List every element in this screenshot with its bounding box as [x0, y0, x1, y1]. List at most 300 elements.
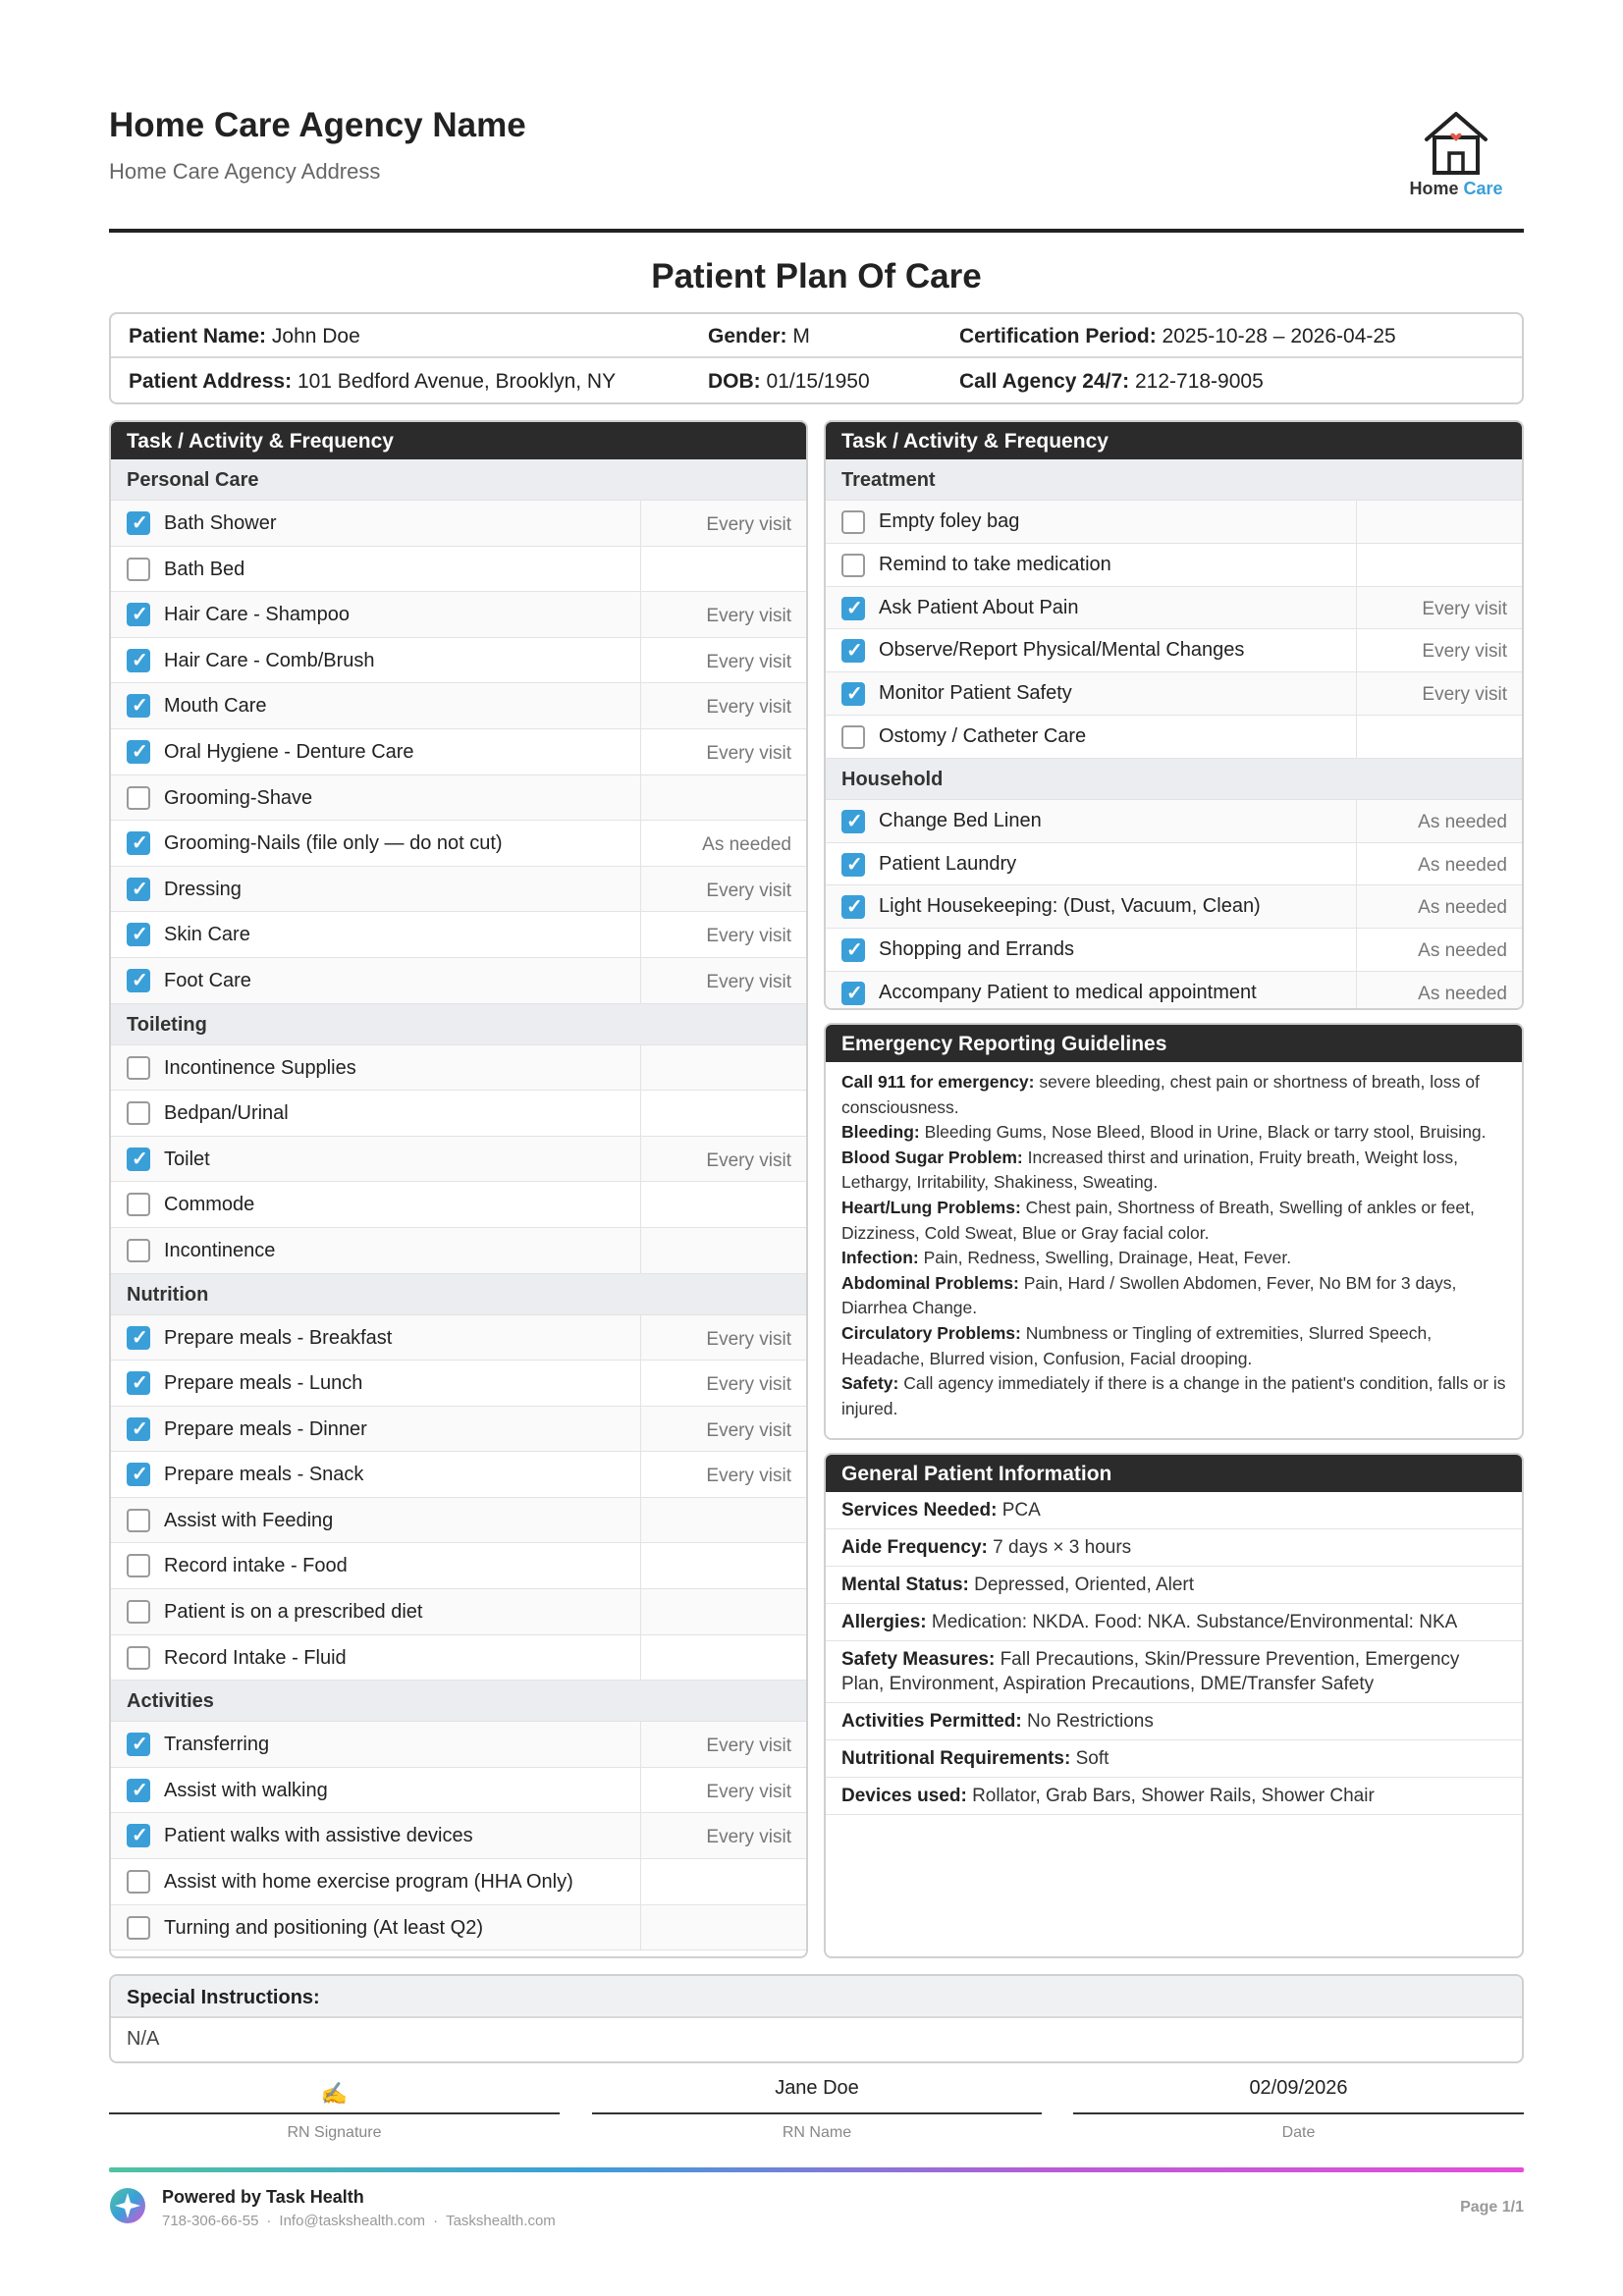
task-frequency: Every visit: [1422, 684, 1507, 706]
agency-phone: Call Agency 24/7: 212-718-9005: [959, 370, 1264, 393]
item-text: Pain, Redness, Swelling, Drainage, Heat, Fever.: [918, 1248, 1292, 1268]
rn-name-label: RN Name: [782, 2124, 852, 2141]
frequency-cell: [640, 1137, 806, 1182]
item-label: Safety Measures:: [841, 1649, 996, 1670]
frequency-cell: [1356, 501, 1522, 543]
task-row: [111, 547, 806, 593]
item-text: Pain, Hard / Swollen Abdomen, Fever, No BM for 3 days, Diarrhea Change.: [841, 1272, 1457, 1318]
task-row: [111, 1407, 806, 1453]
special-instructions-box: [109, 1974, 1524, 2063]
checkbox-checked[interactable]: [127, 1779, 150, 1802]
patient-gender: Gender: M: [708, 325, 810, 347]
task-frequency: Every visit: [706, 971, 791, 992]
task-row: [826, 629, 1522, 672]
frequency-cell: [640, 729, 806, 774]
task-label: Light Housekeeping: (Dust, Vacuum, Clean): [879, 895, 1261, 918]
task-label: Patient is on a prescribed diet: [164, 1601, 423, 1624]
footer-email[interactable]: Info@taskshealth.com: [279, 2213, 426, 2229]
checkbox-unchecked[interactable]: [127, 786, 150, 810]
panel-title: General Patient Information: [826, 1455, 1522, 1492]
task-row: [826, 929, 1522, 972]
patient-name: Patient Name: John Doe: [129, 325, 360, 347]
task-row: [826, 800, 1522, 843]
task-frequency: Every visit: [706, 1781, 791, 1802]
task-frequency: As needed: [702, 834, 791, 856]
guideline-item: [841, 1246, 1506, 1271]
frequency-cell: [640, 501, 806, 546]
item-label: Allergies:: [841, 1612, 927, 1632]
checkbox-checked[interactable]: [127, 1148, 150, 1171]
task-label: Monitor Patient Safety: [879, 682, 1072, 705]
frequency-cell: [640, 775, 806, 821]
checkbox-unchecked[interactable]: [841, 510, 865, 534]
special-instructions-text: N/A: [127, 2028, 160, 2050]
frequency-cell: [640, 1905, 806, 1950]
patient-info-row-1: [111, 314, 1522, 358]
section-header: Treatment: [826, 459, 1522, 501]
emergency-guidelines-body: [826, 1062, 1522, 1429]
checkbox-unchecked[interactable]: [127, 1600, 150, 1624]
task-label: Mouth Care: [164, 695, 267, 718]
task-row: [826, 843, 1522, 886]
frequency-cell: [640, 547, 806, 592]
section-header: Household: [826, 759, 1522, 800]
guideline-item: [841, 1271, 1506, 1321]
frequency-cell: [1356, 629, 1522, 671]
frequency-cell: [1356, 885, 1522, 928]
task-panel-left: [109, 420, 808, 1958]
checkbox-unchecked[interactable]: [127, 1870, 150, 1894]
guideline-item: [841, 1146, 1506, 1196]
task-label: Empty foley bag: [879, 510, 1020, 532]
item-text: Increased thirst and urination, Fruity breath, Weight loss, Lethargy, Irritability, Shakiness, Sweating.: [841, 1147, 1458, 1193]
task-label: Shopping and Errands: [879, 938, 1075, 961]
item-text: Numbness or Tingling of extremities, Slurred Speech, Headache, Blurred vision, Confusion, Facial drooping.: [841, 1322, 1433, 1368]
task-frequency: Every visit: [706, 926, 791, 947]
info-item: [826, 1740, 1522, 1778]
task-label: Ask Patient About Pain: [879, 596, 1079, 618]
frequency-cell: [1356, 544, 1522, 586]
task-label: Remind to take medication: [879, 553, 1111, 575]
patient-info-row-2: [111, 359, 1522, 403]
task-row: [826, 972, 1522, 1010]
panel-title: Task / Activity & Frequency: [111, 422, 806, 459]
frequency-cell: [640, 1722, 806, 1767]
frequency-cell: [640, 1768, 806, 1813]
checkbox-checked[interactable]: [127, 969, 150, 992]
task-frequency: As needed: [1418, 854, 1507, 876]
task-label: Assist with home exercise program (HHA Only): [164, 1871, 573, 1894]
guideline-item: [841, 1070, 1506, 1120]
task-label: Hair Care - Shampoo: [164, 604, 350, 626]
frequency-cell: [640, 1498, 806, 1543]
frequency-cell: [640, 1635, 806, 1681]
task-row: [111, 1361, 806, 1407]
task-label: Prepare meals - Dinner: [164, 1417, 367, 1440]
frequency-cell: [640, 683, 806, 728]
frequency-cell: [640, 1228, 806, 1273]
item-label: Blood Sugar Problem:: [841, 1147, 1023, 1167]
frequency-cell: [640, 912, 806, 957]
agency-name: Home Care Agency Name: [109, 106, 526, 144]
certification-period: Certification Period: 2025-10-28 – 2026-04-25: [959, 325, 1396, 347]
item-text: Rollator, Grab Bars, Shower Rails, Shower Chair: [966, 1786, 1375, 1806]
section-header: Personal Care: [111, 459, 806, 501]
rn-signature-label: RN Signature: [287, 2124, 382, 2141]
task-frequency: Every visit: [706, 1827, 791, 1848]
task-label: Dressing: [164, 878, 242, 900]
task-frequency: Every visit: [1422, 598, 1507, 619]
frequency-cell: [640, 1589, 806, 1634]
task-row: [111, 501, 806, 547]
frequency-cell: [640, 1091, 806, 1136]
item-label: Activities Permitted:: [841, 1711, 1022, 1732]
panel-title: Task / Activity & Frequency: [826, 422, 1522, 459]
document-title: Patient Plan Of Care: [651, 257, 982, 295]
guideline-item: [841, 1321, 1506, 1371]
task-list: [111, 1315, 806, 1682]
frequency-cell: [640, 1859, 806, 1904]
info-item: [826, 1703, 1522, 1740]
task-row: [826, 544, 1522, 587]
item-text: Bleeding Gums, Nose Bleed, Blood in Urine, Black or tarry stool, Bruising.: [919, 1122, 1487, 1143]
task-row: [111, 1182, 806, 1228]
rn-name: Jane Doe: [775, 2077, 859, 2099]
frequency-cell: [640, 958, 806, 1003]
item-text: 7 days × 3 hours: [987, 1537, 1132, 1558]
item-text: No Restrictions: [1021, 1711, 1154, 1732]
powered-by: Powered by Task Health: [162, 2187, 364, 2207]
task-panel-right: [824, 420, 1524, 1010]
section-header: Toileting: [111, 1004, 806, 1045]
checkbox-unchecked[interactable]: [127, 1239, 150, 1262]
item-text: Soft: [1070, 1748, 1109, 1769]
item-text: PCA: [997, 1500, 1041, 1521]
frequency-cell: [640, 1315, 806, 1361]
task-label: Patient Laundry: [879, 852, 1017, 875]
logo-word-home: Home: [1409, 179, 1459, 198]
frequency-cell: [640, 1543, 806, 1588]
footer-divider: [109, 2167, 1524, 2172]
special-instructions-title: Special Instructions:: [111, 1976, 1522, 2018]
checkbox-unchecked[interactable]: [127, 1646, 150, 1670]
task-label: Grooming-Shave: [164, 786, 313, 809]
task-row: [111, 592, 806, 638]
checkbox-unchecked[interactable]: [127, 1916, 150, 1940]
item-label: Devices used:: [841, 1786, 967, 1806]
task-row: [111, 1635, 806, 1682]
logo-word-care: Care: [1463, 179, 1503, 198]
emergency-guidelines-panel: [824, 1023, 1524, 1440]
checkbox-checked[interactable]: [127, 1371, 150, 1395]
checkbox-unchecked[interactable]: [127, 1509, 150, 1532]
task-row: [111, 1589, 806, 1635]
task-row: [111, 1452, 806, 1498]
checkbox-unchecked[interactable]: [841, 725, 865, 749]
task-label: Foot Care: [164, 969, 251, 991]
task-frequency: Every visit: [706, 1735, 791, 1757]
task-row: [111, 683, 806, 729]
task-label: Assist with Feeding: [164, 1509, 334, 1531]
guideline-item: [841, 1196, 1506, 1246]
task-list: [111, 1722, 806, 1950]
task-row: [111, 1091, 806, 1137]
task-row: [826, 716, 1522, 759]
patient-info-box: [109, 312, 1524, 404]
date-block: [1073, 2077, 1524, 2146]
rn-signature-block: [109, 2077, 560, 2146]
task-label: Bath Bed: [164, 558, 245, 580]
task-label: Toilet: [164, 1148, 210, 1170]
checkbox-checked[interactable]: [127, 878, 150, 901]
info-item: [826, 1492, 1522, 1529]
frequency-cell: [1356, 672, 1522, 715]
item-label: Services Needed:: [841, 1500, 998, 1521]
patient-address: Patient Address: 101 Bedford Avenue, Brooklyn, NY: [129, 370, 617, 393]
frequency-cell: [640, 638, 806, 683]
info-item: [826, 1529, 1522, 1567]
task-row: [826, 501, 1522, 544]
task-frequency: As needed: [1418, 983, 1507, 1004]
task-frequency: Every visit: [706, 1466, 791, 1487]
panel-title: Emergency Reporting Guidelines: [826, 1025, 1522, 1062]
checkbox-checked[interactable]: [841, 895, 865, 919]
checkbox-checked[interactable]: [127, 694, 150, 718]
task-list: [111, 1045, 806, 1274]
task-row: [111, 958, 806, 1004]
task-row: [111, 1813, 806, 1859]
signature-line: [592, 2112, 1042, 2114]
task-frequency: Every visit: [706, 1149, 791, 1171]
task-frequency: Every visit: [706, 742, 791, 764]
task-frequency: As needed: [1418, 897, 1507, 919]
task-row: [111, 1315, 806, 1362]
task-label: Commode: [164, 1194, 255, 1216]
task-frequency: Every visit: [706, 1419, 791, 1441]
info-item: [826, 1641, 1522, 1703]
checkbox-checked[interactable]: [841, 597, 865, 620]
frequency-cell: [640, 1813, 806, 1858]
task-label: Incontinence Supplies: [164, 1056, 356, 1079]
item-label: Circulatory Problems:: [841, 1322, 1021, 1343]
task-label: Hair Care - Comb/Brush: [164, 649, 375, 671]
checkbox-checked[interactable]: [841, 682, 865, 706]
checkbox-checked[interactable]: [127, 740, 150, 764]
checkbox-checked[interactable]: [127, 511, 150, 535]
task-row: [111, 912, 806, 958]
checkbox-unchecked[interactable]: [841, 554, 865, 577]
task-frequency: Every visit: [706, 697, 791, 719]
task-row: [111, 775, 806, 822]
frequency-cell: [640, 821, 806, 866]
item-label: Call 911 for emergency:: [841, 1072, 1035, 1092]
checkbox-checked[interactable]: [127, 649, 150, 672]
agency-address: Home Care Agency Address: [109, 159, 381, 184]
checkbox-unchecked[interactable]: [127, 1101, 150, 1125]
date-label: Date: [1281, 2124, 1316, 2141]
item-text: Medication: NKDA. Food: NKA. Substance/Environmental: NKA: [926, 1612, 1458, 1632]
task-label: Assist with walking: [164, 1779, 328, 1801]
task-row: [111, 729, 806, 775]
footer-phone: 718-306-66-55: [162, 2213, 259, 2229]
item-text: Call agency immediately if there is a change in the patient's condition, falls or is injured.: [841, 1373, 1506, 1418]
item-label: Nutritional Requirements:: [841, 1748, 1071, 1769]
checkbox-unchecked[interactable]: [127, 1056, 150, 1080]
checkbox-unchecked[interactable]: [127, 1554, 150, 1577]
checkbox-checked[interactable]: [127, 603, 150, 626]
task-row: [111, 1045, 806, 1092]
task-label: Observe/Report Physical/Mental Changes: [879, 639, 1245, 662]
task-sections: [111, 459, 806, 1950]
header: [109, 102, 1524, 230]
task-row: [111, 1228, 806, 1274]
task-frequency: Every visit: [706, 1374, 791, 1396]
task-label: Prepare meals - Lunch: [164, 1372, 363, 1395]
task-label: Grooming-Nails (file only — do not cut): [164, 832, 503, 855]
task-row: [111, 1498, 806, 1544]
checkbox-checked[interactable]: [841, 810, 865, 833]
item-label: Infection:: [841, 1248, 919, 1268]
frequency-cell: [640, 592, 806, 637]
frequency-cell: [1356, 972, 1522, 1010]
item-label: Mental Status:: [841, 1575, 969, 1595]
task-list: [826, 501, 1522, 759]
task-row: [111, 1137, 806, 1183]
frequency-cell: [640, 867, 806, 912]
guideline-item: [841, 1371, 1506, 1421]
signature-line: [109, 2112, 560, 2114]
footer-website[interactable]: Taskshealth.com: [446, 2213, 556, 2229]
task-frequency: As needed: [1418, 940, 1507, 962]
info-item: [826, 1604, 1522, 1641]
frequency-cell: [1356, 587, 1522, 629]
task-list: [826, 800, 1522, 1010]
task-frequency: Every visit: [706, 1328, 791, 1350]
task-frequency: Every visit: [706, 606, 791, 627]
frequency-cell: [1356, 800, 1522, 842]
task-row: [111, 1768, 806, 1814]
checkbox-checked[interactable]: [841, 853, 865, 877]
task-label: Prepare meals - Snack: [164, 1464, 364, 1486]
task-label: Transferring: [164, 1734, 270, 1756]
task-label: Accompany Patient to medical appointment: [879, 981, 1257, 1003]
task-frequency: Every visit: [706, 514, 791, 535]
item-label: Bleeding:: [841, 1122, 920, 1143]
agency-logo: [1402, 106, 1510, 199]
task-label: Change Bed Linen: [879, 809, 1042, 831]
frequency-cell: [640, 1045, 806, 1091]
task-label: Record Intake - Fluid: [164, 1646, 347, 1669]
frequency-cell: [640, 1407, 806, 1452]
checkbox-checked[interactable]: [127, 1824, 150, 1847]
task-frequency: Every visit: [706, 651, 791, 672]
patient-dob: DOB: 01/15/1950: [708, 370, 870, 393]
footer: [109, 2187, 1524, 2236]
signature-date: 02/09/2026: [1249, 2077, 1348, 2099]
checkbox-checked[interactable]: [127, 1417, 150, 1441]
checkbox-checked[interactable]: [841, 982, 865, 1005]
item-text: Chest pain, Shortness of Breath, Swelling of ankles or feet, Dizziness, Cold Sweat, Blue or Gray facial color.: [841, 1197, 1475, 1243]
frequency-cell: [1356, 929, 1522, 971]
checkbox-checked[interactable]: [127, 923, 150, 946]
task-label: Bath Shower: [164, 512, 277, 534]
task-label: Record intake - Food: [164, 1555, 348, 1577]
task-health-logo-icon: [109, 2187, 146, 2224]
checkbox-unchecked[interactable]: [127, 1193, 150, 1216]
frequency-cell: [640, 1182, 806, 1227]
task-row: [111, 1905, 806, 1951]
task-label: Ostomy / Catheter Care: [879, 724, 1087, 747]
frequency-cell: [640, 1361, 806, 1406]
checkbox-unchecked[interactable]: [127, 558, 150, 581]
info-item: [826, 1778, 1522, 1815]
task-row: [826, 672, 1522, 716]
separator: ·: [266, 2213, 272, 2229]
task-frequency: Every visit: [1422, 641, 1507, 663]
task-row: [111, 1722, 806, 1768]
item-text: Depressed, Oriented, Alert: [968, 1575, 1195, 1595]
item-label: Heart/Lung Problems:: [841, 1197, 1021, 1217]
logo-text: [1402, 179, 1510, 199]
house-icon: [1421, 106, 1491, 177]
task-list: [111, 501, 806, 1004]
task-row: [111, 1859, 806, 1905]
page-number: Page 1/1: [1460, 2199, 1524, 2216]
task-label: Bedpan/Urinal: [164, 1102, 289, 1125]
task-label: Oral Hygiene - Denture Care: [164, 740, 414, 763]
task-row: [111, 638, 806, 684]
task-frequency: As needed: [1418, 811, 1507, 832]
rn-name-block: [592, 2077, 1042, 2146]
checkbox-checked[interactable]: [841, 639, 865, 663]
general-info-body: [826, 1492, 1522, 1815]
rn-signature-mark: ✍: [320, 2081, 349, 2106]
checkbox-checked[interactable]: [841, 938, 865, 962]
header-divider: [109, 229, 1524, 233]
checkbox-checked[interactable]: [127, 1733, 150, 1756]
signature-line: [1073, 2112, 1524, 2114]
frequency-cell: [1356, 716, 1522, 758]
item-label: Safety:: [841, 1373, 899, 1394]
section-header: Activities: [111, 1681, 806, 1722]
task-row: [111, 867, 806, 913]
item-label: Abdominal Problems:: [841, 1272, 1019, 1293]
item-text: severe bleeding, chest pain or shortness of breath, loss of consciousness.: [841, 1072, 1480, 1117]
section-header: Nutrition: [111, 1274, 806, 1315]
task-row: [111, 1543, 806, 1589]
checkbox-checked[interactable]: [127, 1326, 150, 1350]
task-frequency: Every visit: [706, 880, 791, 901]
separator: ·: [433, 2213, 439, 2229]
frequency-cell: [1356, 843, 1522, 885]
item-label: Aide Frequency:: [841, 1537, 988, 1558]
checkbox-checked[interactable]: [127, 1463, 150, 1486]
guideline-item: [841, 1120, 1506, 1146]
frequency-cell: [640, 1452, 806, 1497]
task-label: Prepare meals - Breakfast: [164, 1326, 393, 1349]
checkbox-checked[interactable]: [127, 831, 150, 855]
task-row: [111, 821, 806, 867]
task-label: Skin Care: [164, 924, 250, 946]
task-label: Patient walks with assistive devices: [164, 1825, 473, 1847]
item-text: Fall Precautions, Skin/Pressure Prevention, Emergency Plan, Environment, Aspiration Precautions, DME/Transfer Safety: [841, 1649, 1460, 1694]
footer-contact: [162, 2213, 556, 2229]
task-row: [826, 885, 1522, 929]
task-row: [826, 587, 1522, 630]
task-label: Turning and positioning (At least Q2): [164, 1916, 483, 1939]
info-item: [826, 1567, 1522, 1604]
general-info-panel: [824, 1453, 1524, 1958]
